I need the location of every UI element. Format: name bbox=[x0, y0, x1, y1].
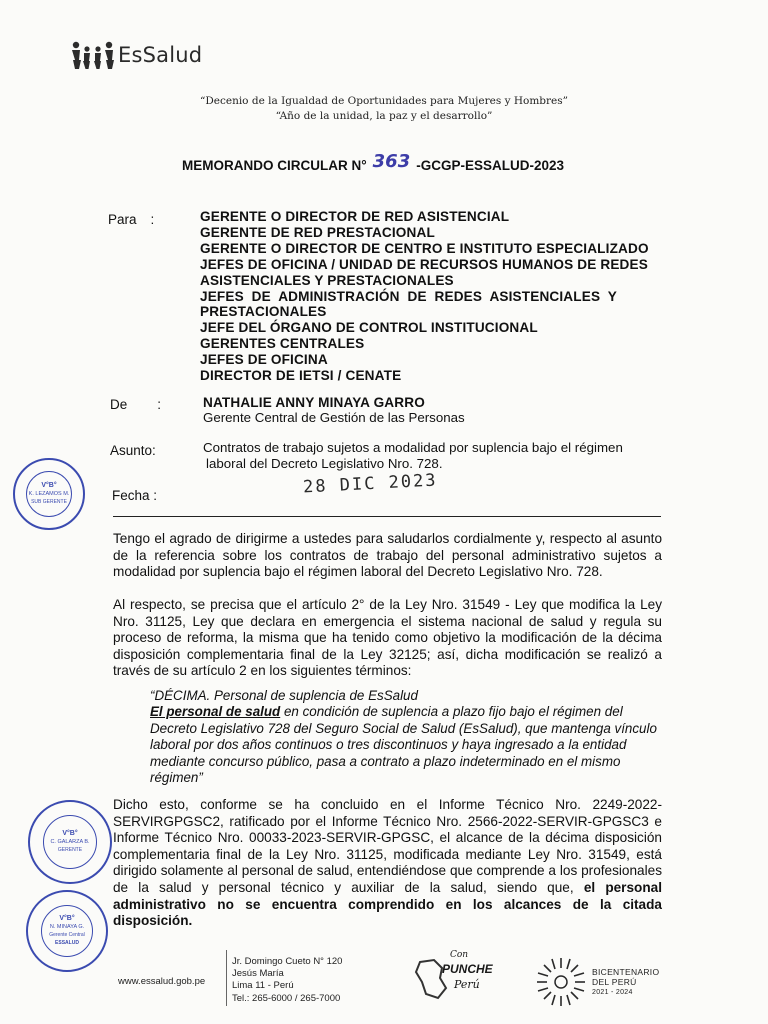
stamp-signer: C. GALARZA B. bbox=[50, 839, 90, 845]
de-label-text: De bbox=[110, 397, 128, 412]
subject-line-1: Contratos de trabajo sujetos a modalidad por suplencia bajo el régimen bbox=[203, 440, 623, 455]
recipient-line: GERENTE DE RED PRESTACIONAL bbox=[200, 224, 435, 240]
stamp-signer: N. MINAYA G. bbox=[49, 924, 85, 930]
recipient-line: GERENTE O DIRECTOR DE CENTRO E INSTITUTO ESPECIALIZADO bbox=[200, 240, 649, 256]
bic-line: DEL PERÚ bbox=[592, 976, 637, 987]
footer-address bbox=[232, 956, 342, 1005]
stamp-org: ESSALUD bbox=[55, 940, 79, 946]
stamp-signer: K. LEZAMOS M. bbox=[28, 491, 70, 497]
stamp-vb: V°B° bbox=[41, 482, 57, 489]
bic-line: 2021 - 2024 bbox=[592, 988, 633, 996]
recipient-line: JEFES DE ADMINISTRACIÓN DE REDES ASISTENCIALES Y bbox=[200, 288, 617, 304]
stamp-role: Gerente Central bbox=[49, 932, 85, 938]
approval-stamp-3 bbox=[26, 890, 108, 972]
de-label bbox=[110, 397, 161, 412]
sender-role: Gerente Central de Gestión de las Personas bbox=[203, 410, 465, 425]
peru-text: Perú bbox=[454, 978, 480, 991]
stamp-vb: V°B° bbox=[59, 915, 75, 922]
recipient-line: JEFE DEL ÓRGANO DE CONTROL INSTITUCIONAL bbox=[200, 320, 538, 336]
bicentenario-text bbox=[592, 968, 659, 997]
con-text: Con bbox=[450, 950, 469, 960]
stamp-role: SUB GERENTE bbox=[31, 499, 67, 505]
memo-number: 363 bbox=[372, 151, 411, 172]
memo-title-prefix: MEMORANDO CIRCULAR N° bbox=[182, 158, 367, 173]
para-colon: : bbox=[150, 212, 155, 227]
paragraph-context: Al respecto, se precisa que el artículo 2° de la Ley Nro. 31549 - Ley que modifica la Ley Nro. 31125, Ley que declara en emergencia el sistema nacional de salud y regula su proceso de reforma, la misma que ha tenido como objetivo la modificación de la décima disposición complementaria final de la Ley 32125; así, dicha modificación se realizó a través de su artículo 2 en los siguientes términos: bbox=[113, 597, 662, 679]
quoted-provision bbox=[150, 688, 660, 786]
motto-line-1: “Decenio de la Igualdad de Oportunidades para Mujeres y Hombres” bbox=[199, 95, 569, 107]
memo-title-suffix: -GCGP-ESSALUD-2023 bbox=[416, 158, 565, 173]
motto-line-2: “Año de la unidad, la paz y el desarrollo” bbox=[275, 110, 493, 122]
essalud-logo bbox=[70, 38, 202, 72]
recipient-line: GERENTES CENTRALES bbox=[200, 336, 365, 352]
recipients-list bbox=[200, 209, 662, 384]
conclusion-emphasis: el personal administrativo no se encuentra comprendido en los alcances de la citada disposición. bbox=[113, 879, 662, 929]
asunto-label: Asunto: bbox=[110, 443, 156, 458]
paragraph-conclusion bbox=[113, 797, 662, 930]
address-line: Lima 11 - Perú bbox=[232, 980, 294, 992]
para-label-text: Para bbox=[108, 212, 137, 227]
approval-stamp-1 bbox=[13, 458, 85, 530]
stamp-vb: V°B° bbox=[62, 830, 78, 837]
recipient-line: GERENTE O DIRECTOR DE RED ASISTENCIAL bbox=[200, 209, 510, 224]
brand-name: EsSalud bbox=[118, 43, 203, 67]
de-colon: : bbox=[157, 397, 162, 412]
family-icon bbox=[70, 40, 116, 70]
recipient-line: JEFES DE OFICINA / UNIDAD DE RECURSOS HUMANOS DE REDES bbox=[200, 256, 648, 272]
subject-line-2: laboral del Decreto Legislativo Nro. 728. bbox=[206, 456, 443, 471]
quote-heading: “DÉCIMA. Personal de suplencia de EsSalud bbox=[150, 688, 418, 703]
footer-divider bbox=[226, 950, 227, 1006]
recipient-line: DIRECTOR DE IETSI / CENATE bbox=[200, 368, 402, 384]
stamp-role: GERENTE bbox=[57, 847, 83, 853]
fecha-label: Fecha : bbox=[112, 488, 158, 503]
punche-text: PUNCHE bbox=[442, 962, 493, 976]
memo-title bbox=[182, 151, 565, 175]
address-line: Jr. Domingo Cueto N° 120 bbox=[232, 956, 343, 967]
bicentenario-emblem-icon bbox=[535, 956, 587, 1008]
paragraph-intro: Tengo el agrado de dirigirme a ustedes para saludarlos cordialmente y, respecto al asunto de la referencia sobre los contratos de trabajo del personal administrativo sujetos a modalidad por suplencia bajo el régimen laboral del Decreto Legislativo Nro. 728. bbox=[113, 531, 662, 580]
para-label bbox=[108, 212, 154, 227]
recipient-line: PRESTACIONALES bbox=[200, 304, 327, 320]
footer-website-link[interactable]: www.essalud.gob.pe bbox=[118, 976, 206, 987]
quote-emphasis: El personal de salud bbox=[150, 704, 281, 720]
quote-body: en condición de suplencia a plazo fijo bajo el régimen del Decreto Legislativo 728 del Seguro Social de Salud (EsSalud), que mantenga vínculo laboral por dos años continuos o tres discontinuos y haya ingresado a la entidad mediante concurso público, pasa a contrato a plazo indeterminado en el mismo régimen” bbox=[150, 704, 657, 786]
recipient-line: JEFES DE OFICINA bbox=[200, 352, 328, 368]
approval-stamp-2 bbox=[28, 800, 112, 884]
address-line: Jesús María bbox=[232, 968, 284, 980]
con-punche-peru-logo bbox=[412, 950, 502, 1002]
bic-line: BICENTENARIO bbox=[592, 967, 660, 977]
address-line: Tel.: 265-6000 / 265-7000 bbox=[232, 992, 341, 1004]
sender-name: NATHALIE ANNY MINAYA GARRO bbox=[203, 395, 425, 410]
divider bbox=[113, 516, 661, 517]
conclusion-text: Dicho esto, conforme se ha concluido en el Informe Técnico Nro. 2249-2022-SERVIRGPGSC2, ratificado por el Informe Técnico Nro. 2566-2022-SERVIR-GPGSC3 e Informe Técnico Nro. 00033-2023-SERVIR-GPGSC, el alcance de la décima disposición complementaria final de la Ley Nro. 31125, modificada mediante Ley Nro. 31549, está dirigido solamente al personal de salud, entendiéndose que comprende a los profesionales de la salud y personal técnico y auxiliar de la salud, siendo que, bbox=[113, 797, 662, 895]
recipient-line: ASISTENCIALES Y PRESTACIONALES bbox=[200, 272, 454, 288]
date-stamp: 28 DIC 2023 bbox=[302, 470, 439, 498]
